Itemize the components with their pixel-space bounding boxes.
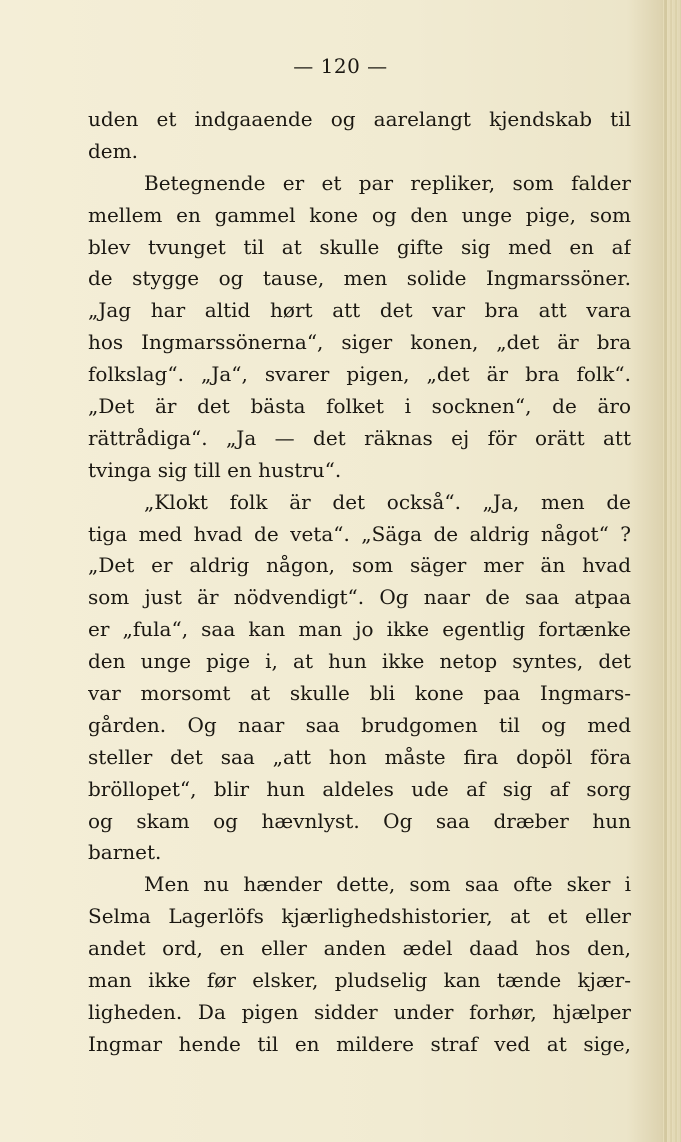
text-line: man ikke før elsker, pludselig kan tænde kjær- — [88, 968, 631, 993]
text-line: andet ord, en eller anden ædel daad hos den, — [88, 936, 631, 961]
text-line: „Det er aldrig någon, som säger mer än hvad — [88, 553, 631, 578]
text-line: de stygge og tause, men solide Ingmarssöner. — [88, 266, 631, 291]
text-line: ligheden. Da pigen sidder under forhør, hjælper — [88, 999, 631, 1024]
text-line: gården. Og naar saa brudgomen til og med — [88, 712, 631, 737]
text-line: Ingmar hende til en mildere straf ved at sige, — [88, 1031, 631, 1056]
text-line: dem. — [88, 138, 138, 163]
text-line: den unge pige i, at hun ikke netop syntes, det — [88, 649, 631, 674]
text-line: Betegnende er et par repliker, som falder — [144, 170, 631, 195]
text-line: hos Ingmarssönerna“, siger konen, „det är bra — [88, 330, 631, 355]
body-text — [88, 104, 631, 1061]
text-line: mellem en gammel kone og den unge pige, som — [88, 202, 631, 227]
text-line: var morsomt at skulle bli kone paa Ingmars- — [88, 681, 631, 706]
text-line: Selma Lagerlöfs kjærlighedshistorier, at et eller — [88, 904, 631, 929]
text-line: tvinga sig till en hustru“. — [88, 457, 342, 482]
text-line: „Klokt folk är det också“. „Ja, men de — [144, 489, 631, 514]
text-line: er „fula“, saa kan man jo ikke egentlig fortænke — [88, 617, 631, 642]
page-edge-shadow — [664, 0, 667, 1142]
page-number: — 120 — — [293, 54, 388, 78]
text-line: steller det saa „att hon måste fira dopöl föra — [88, 744, 631, 769]
text-line: „Det är det bästa folket i socknen“, de äro — [88, 394, 631, 419]
text-line: rättrådiga“. „Ja — det räknas ej för orätt att — [88, 425, 631, 450]
text-line: bröllopet“, blir hun aldeles ude af sig af sorg — [88, 776, 631, 801]
text-line: og skam og hævnlyst. Og saa dræber hun — [88, 808, 631, 833]
text-line: blev tvunget til at skulle gifte sig med en af — [88, 234, 631, 259]
text-line: „Jag har altid hørt att det var bra att vara — [88, 298, 631, 323]
text-line: folkslag“. „Ja“, svarer pigen, „det är bra folk“. — [88, 362, 631, 387]
text-line: Men nu hænder dette, som saa ofte sker i — [144, 872, 631, 897]
text-line: uden et indgaaende og aarelangt kjendskab til — [88, 107, 631, 131]
text-line: tiga med hvad de veta“. „Säga de aldrig något“ ? — [88, 521, 631, 546]
text-line: som just är nödvendigt“. Og naar de saa atpaa — [88, 585, 631, 610]
text-line: barnet. — [88, 840, 162, 865]
